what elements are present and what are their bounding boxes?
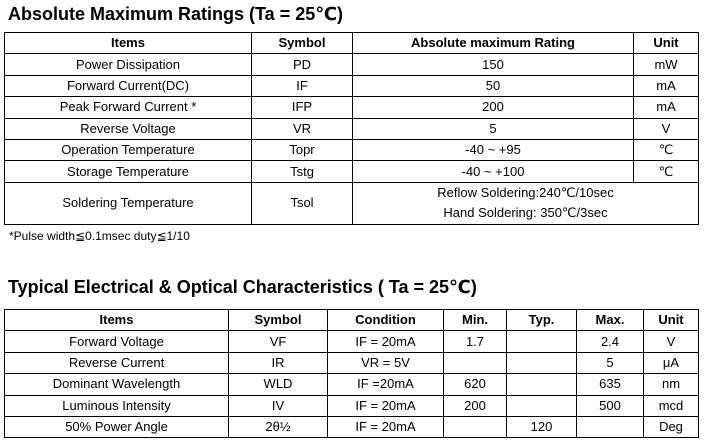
cell-rating: 200	[353, 97, 634, 118]
header-symbol: Symbol	[229, 310, 328, 331]
hand-soldering-text: Hand Soldering: 350℃/3sec	[443, 205, 608, 221]
cell-condition: IF = 20mA	[328, 416, 444, 437]
cell-unit: ℃	[634, 161, 699, 182]
cell-min: 1.7	[444, 331, 507, 352]
header-items: Items	[5, 33, 252, 54]
cell-rating: -40 ~ +100	[353, 161, 634, 182]
table-row	[5, 331, 699, 352]
cell-condition: IF = 20mA	[328, 395, 444, 416]
cell-item: Operation Temperature	[5, 139, 252, 160]
cell-max: 635	[577, 374, 644, 395]
header-max: Max.	[577, 310, 644, 331]
header-symbol: Symbol	[252, 33, 353, 54]
cell-max	[577, 416, 644, 437]
cell-condition: VR = 5V	[328, 352, 444, 373]
table-row	[5, 118, 699, 139]
electrical-optical-table	[4, 309, 699, 438]
table-row	[5, 374, 699, 395]
cell-typ	[507, 395, 577, 416]
cell-min: 200	[444, 395, 507, 416]
cell-unit: Deg	[644, 416, 699, 437]
table-row-soldering	[5, 182, 699, 224]
cell-symbol: VR	[252, 118, 353, 139]
cell-symbol: 2θ½	[229, 416, 328, 437]
cell-condition: IF =20mA	[328, 374, 444, 395]
cell-max: 5	[577, 352, 644, 373]
cell-symbol: IFP	[252, 97, 353, 118]
cell-item: Soldering Temperature	[5, 182, 252, 224]
amr-title: Absolute Maximum Ratings (Ta = 25℃)	[8, 4, 344, 24]
cell-soldering-rating	[353, 182, 699, 224]
cell-item: Forward Current(DC)	[5, 75, 252, 96]
cell-unit: V	[634, 118, 699, 139]
cell-condition: IF = 20mA	[328, 331, 444, 352]
cell-unit: mA	[634, 75, 699, 96]
table-row	[5, 352, 699, 373]
reflow-soldering-text: Reflow Soldering:240℃/10sec	[437, 185, 614, 201]
cell-symbol: Tstg	[252, 161, 353, 182]
cell-item: Peak Forward Current *	[5, 97, 252, 118]
table-header-row	[5, 310, 699, 331]
cell-min	[444, 416, 507, 437]
absolute-max-ratings-table	[4, 32, 699, 225]
cell-symbol: IR	[229, 352, 328, 373]
cell-unit: V	[644, 331, 699, 352]
cell-rating: 5	[353, 118, 634, 139]
cell-symbol: Tsol	[252, 182, 353, 224]
table-row	[5, 395, 699, 416]
cell-max: 500	[577, 395, 644, 416]
cell-unit: mW	[634, 54, 699, 75]
cell-rating: 150	[353, 54, 634, 75]
cell-unit: mA	[634, 97, 699, 118]
header-unit: Unit	[634, 33, 699, 54]
header-typ: Typ.	[507, 310, 577, 331]
cell-symbol: IF	[252, 75, 353, 96]
table-row	[5, 416, 699, 437]
table-row	[5, 54, 699, 75]
cell-item: 50% Power Angle	[5, 416, 229, 437]
cell-item: Storage Temperature	[5, 161, 252, 182]
cell-rating: 50	[353, 75, 634, 96]
cell-unit: mcd	[644, 395, 699, 416]
cell-symbol: IV	[229, 395, 328, 416]
cell-unit: ℃	[634, 139, 699, 160]
cell-typ	[507, 374, 577, 395]
cell-item: Reverse Voltage	[5, 118, 252, 139]
cell-item: Dominant Wavelength	[5, 374, 229, 395]
header-unit: Unit	[644, 310, 699, 331]
cell-symbol: WLD	[229, 374, 328, 395]
eoc-title: Typical Electrical & Optical Characteristics ( Ta = 25℃)	[8, 277, 477, 297]
cell-min	[444, 352, 507, 373]
cell-item: Power Dissipation	[5, 54, 252, 75]
cell-min: 620	[444, 374, 507, 395]
cell-typ	[507, 352, 577, 373]
table-header-row	[5, 33, 699, 54]
cell-symbol: Topr	[252, 139, 353, 160]
cell-max: 2.4	[577, 331, 644, 352]
cell-typ: 120	[507, 416, 577, 437]
header-condition: Condition	[328, 310, 444, 331]
cell-item: Forward Voltage	[5, 331, 229, 352]
header-items: Items	[5, 310, 229, 331]
cell-item: Reverse Current	[5, 352, 229, 373]
cell-symbol: PD	[252, 54, 353, 75]
cell-unit: μA	[644, 352, 699, 373]
header-rating: Absolute maximum Rating	[353, 33, 634, 54]
table-row	[5, 75, 699, 96]
cell-unit: nm	[644, 374, 699, 395]
table-row	[5, 161, 699, 182]
table-row	[5, 97, 699, 118]
table-row	[5, 139, 699, 160]
cell-item: Luminous Intensity	[5, 395, 229, 416]
cell-typ	[507, 331, 577, 352]
pulse-width-note: *Pulse width≦0.1msec duty≦1/10	[9, 229, 190, 243]
header-min: Min.	[444, 310, 507, 331]
cell-rating: -40 ~ +95	[353, 139, 634, 160]
cell-symbol: VF	[229, 331, 328, 352]
